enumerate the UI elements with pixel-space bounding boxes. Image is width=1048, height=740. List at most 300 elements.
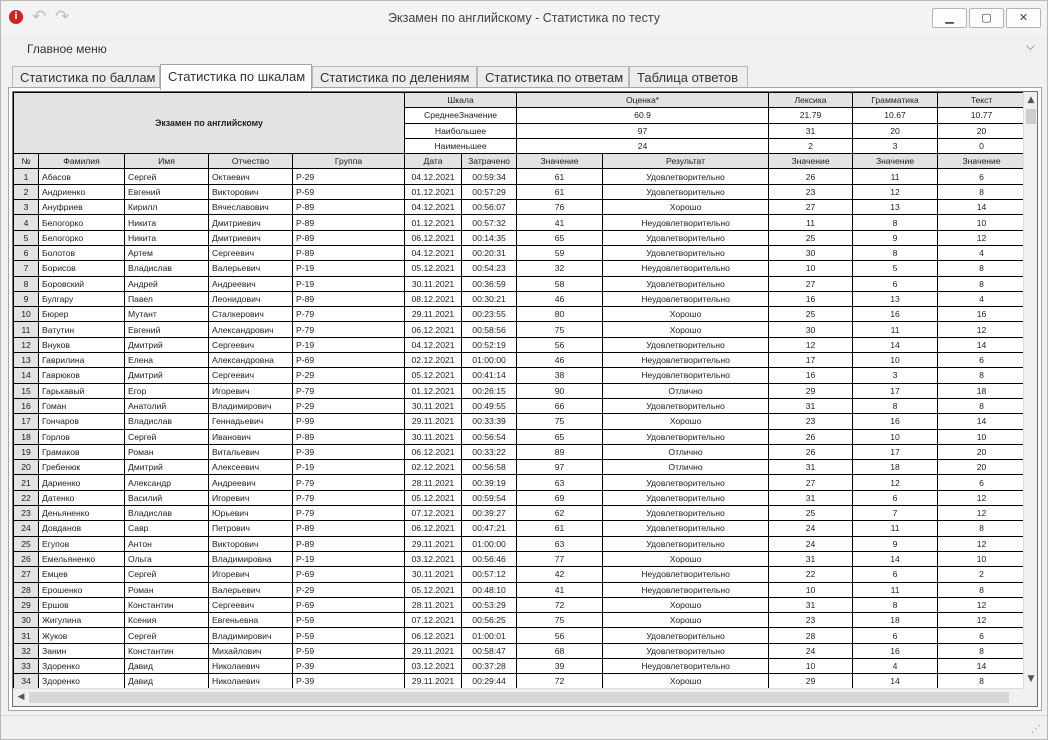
table-row[interactable] (14, 414, 1026, 429)
table-cell: Ксения (125, 613, 209, 628)
table-cell: 06.12.2021 (405, 322, 462, 337)
tab-scale-stats[interactable]: Статистика по шкалам (160, 64, 312, 90)
scroll-up-icon[interactable]: ▲ (1027, 95, 1035, 105)
table-cell: Валерьевич (209, 582, 293, 597)
table-cell: 11 (769, 215, 853, 230)
row-number-cell: 24 (14, 521, 39, 536)
table-cell: 04.12.2021 (405, 200, 462, 215)
table-cell: 16 (938, 307, 1026, 322)
table-cell: 00:37:28 (462, 658, 517, 673)
table-row[interactable] (14, 582, 1026, 597)
table-cell: 27 (769, 276, 853, 291)
table-cell: Павел (125, 291, 209, 306)
table-row[interactable] (14, 551, 1026, 566)
table-cell: Датенко (39, 490, 125, 505)
table-cell: 14 (938, 337, 1026, 352)
table-cell: 07.12.2021 (405, 613, 462, 628)
table-cell: 25 (769, 307, 853, 322)
table-cell: 05.12.2021 (405, 368, 462, 383)
table-row[interactable] (14, 643, 1026, 658)
table-cell: 6 (938, 628, 1026, 643)
table-cell: Хорошо (603, 200, 769, 215)
table-cell: 42 (517, 567, 603, 582)
scroll-down-icon[interactable]: ▼ (1027, 674, 1035, 684)
vertical-scroll-thumb[interactable] (1026, 109, 1036, 124)
close-button[interactable]: ✕ (1006, 8, 1041, 28)
table-cell: 16 (853, 643, 938, 658)
table-cell: Хорошо (603, 597, 769, 612)
table-cell: Николаевич (209, 658, 293, 673)
table-row[interactable] (14, 245, 1026, 260)
resize-grip-icon[interactable]: ⋰ (1031, 724, 1041, 735)
table-cell: 00:49:55 (462, 398, 517, 413)
table-cell: Ерошенко (39, 582, 125, 597)
table-cell: 00:36:59 (462, 276, 517, 291)
scale-name-cell: Текст (938, 93, 1026, 108)
table-cell: Р-39 (293, 658, 405, 673)
table-cell: 8 (938, 398, 1026, 413)
table-cell: Антон (125, 536, 209, 551)
table-cell: Неудовлетворительно (603, 261, 769, 276)
table-cell: 13 (853, 200, 938, 215)
table-cell: Николаевич (209, 674, 293, 689)
table-cell: 18 (853, 460, 938, 475)
table-cell: 23 (769, 184, 853, 199)
table-cell: 00:23:55 (462, 307, 517, 322)
table-cell: 76 (517, 200, 603, 215)
table-cell: 00:39:19 (462, 475, 517, 490)
table-cell: Здоренко (39, 658, 125, 673)
row-number-cell: 2 (14, 184, 39, 199)
table-cell: 01:00:00 (462, 353, 517, 368)
table-cell: 63 (517, 536, 603, 551)
scale-header-row (14, 93, 1026, 108)
table-row[interactable] (14, 169, 1026, 184)
table-cell: Неудовлетворительно (603, 215, 769, 230)
table-cell: Хорошо (603, 414, 769, 429)
table-cell: Р-89 (293, 536, 405, 551)
redo-icon[interactable]: ↷ (55, 7, 70, 27)
table-cell: Емцев (39, 567, 125, 582)
table-cell: Сергей (125, 628, 209, 643)
table-cell: Елена (125, 353, 209, 368)
row-number-cell: 25 (14, 536, 39, 551)
main-menu[interactable]: Главное меню (27, 42, 107, 56)
table-cell: 00:57:12 (462, 567, 517, 582)
stat-value-cell: 21.79 (769, 108, 853, 123)
table-cell: 06.12.2021 (405, 230, 462, 245)
table-cell: 28 (769, 628, 853, 643)
table-row[interactable] (14, 383, 1026, 398)
table-cell: Андреевич (209, 475, 293, 490)
table-cell: 29.11.2021 (405, 307, 462, 322)
table-cell: 12 (938, 230, 1026, 245)
minimize-button[interactable]: ▁ (932, 8, 967, 28)
table-cell: Дмитрий (125, 337, 209, 352)
row-number-cell: 20 (14, 460, 39, 475)
table-cell: Дмитриевич (209, 215, 293, 230)
table-cell: 9 (853, 536, 938, 551)
table-cell: Бюрер (39, 307, 125, 322)
table-cell: 10 (769, 582, 853, 597)
scale-name-cell: Грамматика (853, 93, 938, 108)
table-cell: 26 (769, 169, 853, 184)
column-header: Значение (938, 154, 1026, 169)
table-cell: 61 (517, 169, 603, 184)
row-number-cell: 33 (14, 658, 39, 673)
row-number-cell: 31 (14, 628, 39, 643)
table-cell: Р-79 (293, 490, 405, 505)
table-cell: 4 (853, 658, 938, 673)
table-cell: 24 (769, 643, 853, 658)
row-number-cell: 29 (14, 597, 39, 612)
table-row[interactable] (14, 597, 1026, 612)
row-number-cell: 28 (14, 582, 39, 597)
table-cell: 00:48:10 (462, 582, 517, 597)
table-cell: Мутант (125, 307, 209, 322)
table-cell: 01.12.2021 (405, 184, 462, 199)
table-cell: Грамаков (39, 444, 125, 459)
table-cell: Р-79 (293, 383, 405, 398)
table-cell: Р-79 (293, 322, 405, 337)
table-cell: 56 (517, 628, 603, 643)
table-cell: 12 (938, 490, 1026, 505)
table-cell: 63 (517, 475, 603, 490)
table-cell: 41 (517, 215, 603, 230)
table-cell: Р-79 (293, 475, 405, 490)
table-row[interactable] (14, 567, 1026, 582)
table-row[interactable] (14, 628, 1026, 643)
table-cell: 07.12.2021 (405, 506, 462, 521)
table-cell: 30 (769, 322, 853, 337)
horizontal-scroll-thumb[interactable] (29, 692, 1009, 703)
table-cell: Жигулина (39, 613, 125, 628)
table-cell: 00:59:34 (462, 169, 517, 184)
row-number-cell: 32 (14, 643, 39, 658)
table-cell: 00:57:29 (462, 184, 517, 199)
table-cell: 8 (938, 521, 1026, 536)
table-row[interactable] (14, 230, 1026, 245)
tab-answer-table[interactable]: Таблица ответов (629, 66, 748, 89)
tab-answer-stats[interactable]: Статистика по ответам (477, 66, 629, 89)
table-cell: 08.12.2021 (405, 291, 462, 306)
table-cell: 02.12.2021 (405, 460, 462, 475)
row-number-cell: 4 (14, 215, 39, 230)
table-cell: Удовлетворительно (603, 490, 769, 505)
table-cell: 12 (938, 322, 1026, 337)
table-cell: Александр (125, 475, 209, 490)
table-cell: 8 (938, 582, 1026, 597)
stat-value-cell: 60.9 (517, 108, 769, 123)
table-cell: 20 (938, 444, 1026, 459)
table-cell: 7 (853, 506, 938, 521)
table-cell: 24 (769, 521, 853, 536)
table-cell: Р-79 (293, 506, 405, 521)
column-header: Имя (125, 154, 209, 169)
table-cell: Хорошо (603, 551, 769, 566)
table-row[interactable] (14, 475, 1026, 490)
table-cell: Евгений (125, 184, 209, 199)
table-cell: Леонидович (209, 291, 293, 306)
table-cell: Александровна (209, 353, 293, 368)
table-cell: 75 (517, 414, 603, 429)
table-cell: 00:39:27 (462, 506, 517, 521)
scale-stats-grid[interactable] (12, 91, 1038, 707)
table-row[interactable] (14, 276, 1026, 291)
table-cell: 11 (853, 582, 938, 597)
table-cell: 8 (853, 597, 938, 612)
table-cell: 12 (938, 613, 1026, 628)
stat-label-cell: Наибольшее (405, 123, 517, 138)
table-cell: 90 (517, 383, 603, 398)
table-cell: Удовлетворительно (603, 506, 769, 521)
row-number-cell: 3 (14, 200, 39, 215)
table-cell: Игоревич (209, 567, 293, 582)
table-cell: Игоревич (209, 490, 293, 505)
table-cell: Евгений (125, 322, 209, 337)
table-cell: 00:59:54 (462, 490, 517, 505)
maximize-button[interactable]: ▢ (969, 8, 1004, 28)
table-cell: Роман (125, 444, 209, 459)
horizontal-scrollbar[interactable] (13, 688, 1025, 706)
table-cell: 00:54:23 (462, 261, 517, 276)
table-cell: 3 (853, 368, 938, 383)
table-row[interactable] (14, 429, 1026, 444)
vertical-scrollbar[interactable] (1023, 92, 1037, 688)
table-cell: 23 (769, 414, 853, 429)
table-cell: Владислав (125, 414, 209, 429)
table-cell: 69 (517, 490, 603, 505)
tab-panel (8, 87, 1042, 711)
table-cell: Владимирович (209, 628, 293, 643)
table-cell: Давид (125, 674, 209, 689)
table-row[interactable] (14, 291, 1026, 306)
table-cell: 20 (938, 460, 1026, 475)
table-cell: 00:52:19 (462, 337, 517, 352)
table-cell: 38 (517, 368, 603, 383)
table-cell: 01.12.2021 (405, 215, 462, 230)
table-row[interactable] (14, 521, 1026, 536)
stat-value-cell: 31 (769, 123, 853, 138)
table-cell: Егупов (39, 536, 125, 551)
table-cell: Отлично (603, 383, 769, 398)
table-cell: 97 (517, 460, 603, 475)
table-cell: 25 (769, 230, 853, 245)
table-cell: 22 (769, 567, 853, 582)
table-cell: Абасов (39, 169, 125, 184)
stat-value-cell: 20 (938, 123, 1026, 138)
table-row[interactable] (14, 444, 1026, 459)
table-cell: 16 (853, 414, 938, 429)
table-cell: Р-89 (293, 230, 405, 245)
table-cell: 29.11.2021 (405, 674, 462, 689)
table-cell: 30.11.2021 (405, 567, 462, 582)
table-cell: Удовлетворительно (603, 643, 769, 658)
table-cell: 12 (938, 506, 1026, 521)
table-cell: Сергеевич (209, 337, 293, 352)
table-cell: Р-89 (293, 245, 405, 260)
table-cell: Р-69 (293, 353, 405, 368)
table-row[interactable] (14, 215, 1026, 230)
table-cell: 39 (517, 658, 603, 673)
table-cell: Р-29 (293, 368, 405, 383)
table-cell: 26 (769, 429, 853, 444)
table-row[interactable] (14, 490, 1026, 505)
table-cell: 05.12.2021 (405, 490, 462, 505)
table-cell: 6 (938, 169, 1026, 184)
table-cell: 8 (853, 215, 938, 230)
column-header: № (14, 154, 39, 169)
column-header: Результат (603, 154, 769, 169)
table-row[interactable] (14, 368, 1026, 383)
table-cell: 62 (517, 506, 603, 521)
table-cell: Хорошо (603, 613, 769, 628)
table-cell: Внуков (39, 337, 125, 352)
table-cell: 66 (517, 398, 603, 413)
table-cell: Ануфриев (39, 200, 125, 215)
table-cell: Р-89 (293, 215, 405, 230)
table-cell: Дариенко (39, 475, 125, 490)
table-cell: 24 (769, 536, 853, 551)
table-cell: 16 (853, 307, 938, 322)
table-cell: Р-59 (293, 184, 405, 199)
table-cell: Геннадьевич (209, 414, 293, 429)
table-cell: Андрей (125, 276, 209, 291)
table-cell: Никита (125, 230, 209, 245)
table-cell: 30.11.2021 (405, 276, 462, 291)
table-row[interactable] (14, 613, 1026, 628)
table-cell: 8 (938, 674, 1026, 689)
table-cell: Удовлетворительно (603, 276, 769, 291)
table-row[interactable] (14, 658, 1026, 673)
table-row[interactable] (14, 398, 1026, 413)
table-cell: 12 (938, 597, 1026, 612)
tab-division-stats[interactable]: Статистика по делениям (312, 66, 477, 89)
row-number-cell: 16 (14, 398, 39, 413)
table-cell: 59 (517, 245, 603, 260)
table-row[interactable] (14, 353, 1026, 368)
table-row[interactable] (14, 506, 1026, 521)
table-cell: Р-29 (293, 582, 405, 597)
table-cell: Никита (125, 215, 209, 230)
table-cell: Дмитрий (125, 460, 209, 475)
table-cell: Вячеславович (209, 200, 293, 215)
stat-value-cell: 3 (853, 138, 938, 153)
table-cell: Александрович (209, 322, 293, 337)
table-cell: 75 (517, 613, 603, 628)
table-cell: Владислав (125, 506, 209, 521)
stat-label-cell: СреднееЗначение (405, 108, 517, 123)
table-cell: 68 (517, 643, 603, 658)
table-row[interactable] (14, 307, 1026, 322)
table-cell: 06.12.2021 (405, 444, 462, 459)
table-cell: Р-79 (293, 307, 405, 322)
table-cell: 18 (938, 383, 1026, 398)
table-cell: Р-59 (293, 613, 405, 628)
table-cell: 03.12.2021 (405, 551, 462, 566)
table-cell: Р-19 (293, 276, 405, 291)
table-cell: 8 (938, 643, 1026, 658)
tab-score-stats[interactable]: Статистика по баллам (12, 66, 160, 89)
table-cell: Боровский (39, 276, 125, 291)
table-cell: 04.12.2021 (405, 337, 462, 352)
table-cell: Гарькавый (39, 383, 125, 398)
table-row[interactable] (14, 460, 1026, 475)
table-cell: Викторович (209, 536, 293, 551)
chevron-down-icon[interactable]: ⌵ (1025, 39, 1035, 53)
table-cell: Витальевич (209, 444, 293, 459)
table-row[interactable] (14, 322, 1026, 337)
table-cell: Константин (125, 643, 209, 658)
table-cell: Неудовлетворительно (603, 368, 769, 383)
table-cell: Деньяненко (39, 506, 125, 521)
table-cell: Здоренко (39, 674, 125, 689)
table-cell: Горлов (39, 429, 125, 444)
table-cell: 10 (853, 429, 938, 444)
table-cell: Артем (125, 245, 209, 260)
row-number-cell: 18 (14, 429, 39, 444)
row-number-cell: 1 (14, 169, 39, 184)
table-row[interactable] (14, 536, 1026, 551)
table-cell: 14 (938, 200, 1026, 215)
table-row[interactable] (14, 200, 1026, 215)
stat-value-cell: 20 (853, 123, 938, 138)
table-cell: 29 (769, 383, 853, 398)
table-cell: 14 (853, 674, 938, 689)
table-row[interactable] (14, 674, 1026, 689)
table-cell: 00:41:14 (462, 368, 517, 383)
table-row[interactable] (14, 261, 1026, 276)
table-cell: 01.12.2021 (405, 383, 462, 398)
table-cell: 8 (853, 245, 938, 260)
table-cell: 6 (938, 353, 1026, 368)
table-cell: 14 (938, 658, 1026, 673)
stat-value-cell: 0 (938, 138, 1026, 153)
table-cell: 00:57:32 (462, 215, 517, 230)
table-row[interactable] (14, 337, 1026, 352)
table-cell: 31 (769, 597, 853, 612)
table-row[interactable] (14, 184, 1026, 199)
table-cell: 13 (853, 291, 938, 306)
table-cell: 4 (938, 291, 1026, 306)
undo-icon[interactable]: ↶ (32, 7, 47, 27)
table-cell: Занин (39, 643, 125, 658)
test-name-cell: Экзамен по английскому (14, 93, 405, 154)
row-number-cell: 12 (14, 337, 39, 352)
table-cell: Сергеевич (209, 245, 293, 260)
table-cell: 17 (853, 383, 938, 398)
table-cell: Р-19 (293, 460, 405, 475)
table-cell: Борисов (39, 261, 125, 276)
scroll-left-icon[interactable]: ◀ (17, 692, 25, 702)
row-number-cell: 26 (14, 551, 39, 566)
table-cell: Андреевич (209, 276, 293, 291)
table-cell: Дмитриевич (209, 230, 293, 245)
table-cell: 10 (938, 429, 1026, 444)
table-cell: Удовлетворительно (603, 245, 769, 260)
info-icon[interactable]: i (9, 10, 23, 24)
table-cell: Савр (125, 521, 209, 536)
table-cell: 32 (517, 261, 603, 276)
table-cell: 75 (517, 322, 603, 337)
table-cell: Р-59 (293, 643, 405, 658)
table-cell: 29.11.2021 (405, 643, 462, 658)
table-cell: 05.12.2021 (405, 582, 462, 597)
table-cell: 17 (769, 353, 853, 368)
row-number-cell: 9 (14, 291, 39, 306)
table-cell: 00:58:47 (462, 643, 517, 658)
scale-name-cell: Лексика (769, 93, 853, 108)
